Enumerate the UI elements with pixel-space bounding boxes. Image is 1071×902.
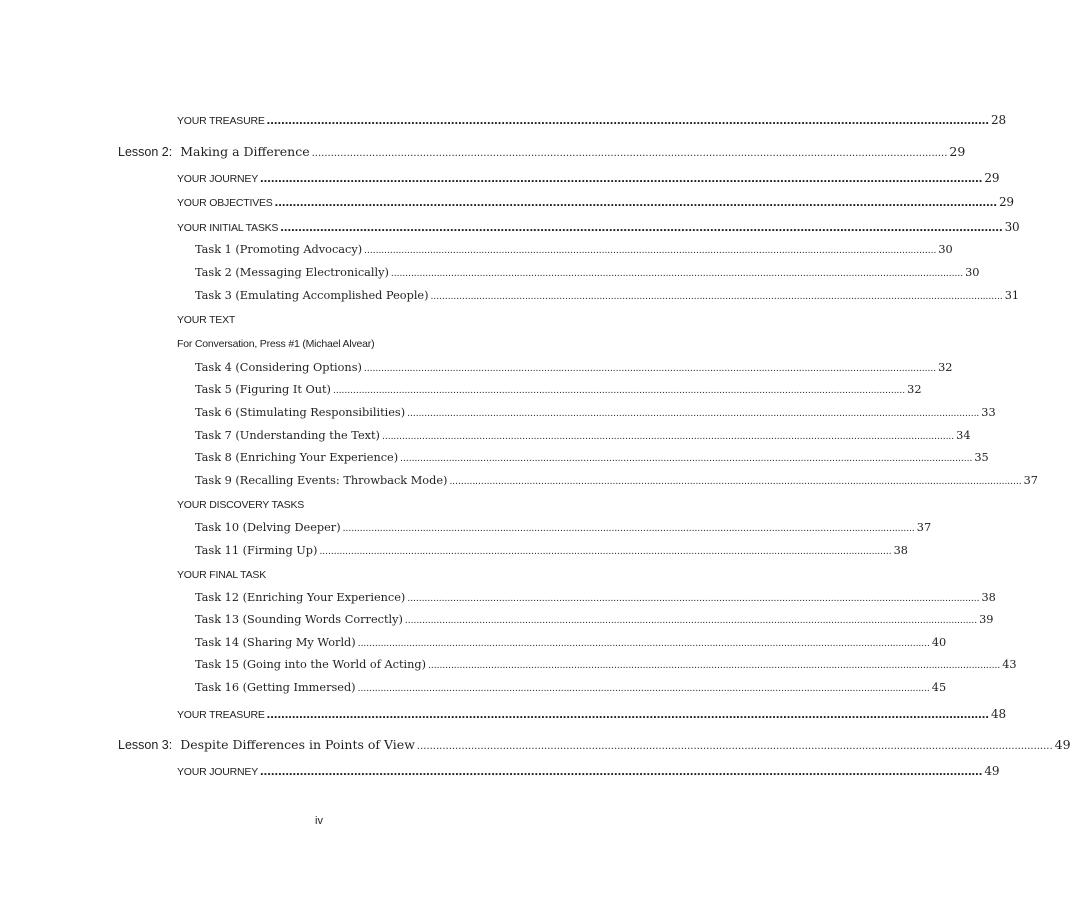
toc-entry-page: 49	[1054, 737, 1071, 752]
dot-leader: ........................................................................................................................................................................................................	[266, 706, 990, 721]
toc-entry-label: Task 11 (Firming Up)	[195, 544, 318, 557]
toc-entry-label: YOUR TREASURE	[177, 709, 265, 721]
toc-entry-page: 32	[938, 361, 953, 374]
dot-leader: ........................................................................................................................................................................................................	[357, 684, 930, 694]
toc-task-entry	[195, 266, 980, 279]
toc-task-entry	[195, 681, 947, 694]
toc-entry-page: 43	[1002, 658, 1017, 671]
toc-entry-label: Task 14 (Sharing My World)	[195, 636, 356, 649]
dot-leader: ........................................................................................................................................................................................................	[390, 269, 964, 279]
toc-entry-page: 32	[907, 383, 922, 396]
dot-leader: ........................................................................................................................................................................................................	[357, 639, 930, 649]
toc-section-entry	[177, 706, 1006, 721]
toc-entry-page: 39	[979, 613, 994, 626]
dot-leader: ........................................................................................................................................................................................................	[274, 194, 997, 209]
dot-leader: ........................................................................................................................................................................................................	[416, 741, 1053, 752]
dot-leader: ........................................................................................................................................................................................................	[332, 386, 906, 396]
toc-entry-label: YOUR JOURNEY	[177, 766, 259, 778]
toc-entry-page: 34	[956, 429, 971, 442]
dot-leader: ........................................................................................................................................................................................................	[430, 292, 1003, 302]
toc-section-entry	[177, 112, 1006, 127]
toc-entry-page: 37	[916, 521, 932, 534]
toc-entry-label: Task 1 (Promoting Advocacy)	[195, 243, 363, 256]
toc-entry-label: Task 4 (Considering Options)	[195, 361, 362, 374]
dot-leader: ........................................................................................................................................................................................................	[449, 477, 1022, 487]
toc-task-entry	[195, 429, 971, 442]
toc-entry-page: 30	[965, 266, 980, 279]
toc-entry-page: 37	[1023, 474, 1038, 487]
toc-heading-final-task: YOUR FINAL TASK	[177, 569, 266, 581]
toc-entry-label: Task 10 (Delving Deeper)	[195, 521, 341, 534]
toc-entry-label: Task 2 (Messaging Electronically)	[195, 266, 389, 279]
toc-section-entry	[177, 763, 1000, 778]
toc-entry-page: 38	[981, 591, 996, 604]
toc-heading-discovery-tasks: YOUR DISCOVERY TASKS	[177, 499, 305, 511]
toc-entry-label: Task 13 (Sounding Words Correctly)	[195, 613, 403, 626]
toc-section-entry	[177, 194, 1014, 209]
toc-entry-label: YOUR INITIAL TASKS	[177, 222, 279, 234]
toc-entry-label: Task 16 (Getting Immersed)	[195, 681, 356, 694]
toc-entry-label: Despite Differences in Points of View	[180, 737, 415, 752]
toc-task-entry	[195, 658, 1017, 671]
toc-task-entry	[195, 474, 1038, 487]
toc-section-entry	[177, 170, 1000, 185]
toc-entry-label: Task 9 (Recalling Events: Throwback Mode)	[195, 474, 448, 487]
toc-entry-label: Task 15 (Going into the World of Acting)	[195, 658, 427, 671]
toc-task-entry	[195, 289, 1020, 302]
toc-text-title: For Conversation, Press #1 (Michael Alvear)	[177, 338, 375, 350]
dot-leader: ........................................................................................................................................................................................................	[428, 661, 1001, 671]
toc-section-entry	[177, 219, 1020, 234]
toc-entry-label: Making a Difference	[180, 144, 310, 159]
toc-entry-page: 48	[991, 707, 1006, 721]
toc-task-entry	[195, 591, 996, 604]
dot-leader: ........................................................................................................................................................................................................	[319, 547, 892, 557]
toc-entry-label: Task 5 (Figuring It Out)	[195, 383, 331, 396]
toc-entry-page: 30	[938, 243, 953, 256]
toc-entry-label: Task 6 (Stimulating Responsibilities)	[195, 406, 406, 419]
toc-entry-label: Task 3 (Emulating Accomplished People)	[195, 289, 429, 302]
toc-task-entry	[195, 383, 922, 396]
dot-leader: ........................................................................................................................................................................................................	[280, 219, 1003, 234]
toc-task-entry	[195, 243, 953, 256]
dot-leader: ........................................................................................................................................................................................................	[404, 616, 978, 626]
toc-lesson-entry	[118, 737, 1071, 752]
toc-task-entry	[195, 451, 989, 464]
toc-entry-page: 29	[998, 195, 1014, 209]
toc-entry-page: 28	[991, 113, 1006, 127]
toc-task-entry	[195, 544, 908, 557]
toc-entry-page: 30	[1004, 220, 1020, 234]
toc-entry-page: 45	[931, 681, 947, 694]
toc-entry-page: 33	[981, 406, 996, 419]
dot-leader: ........................................................................................................................................................................................................	[266, 112, 990, 127]
toc-task-entry	[195, 636, 947, 649]
toc-entry-label: YOUR JOURNEY	[177, 173, 259, 185]
dot-leader: ........................................................................................................................................................................................................	[363, 364, 937, 374]
toc-entry-page: 29	[984, 171, 1000, 185]
dot-leader: ........................................................................................................................................................................................................	[260, 763, 983, 778]
dot-leader: ........................................................................................................................................................................................................	[407, 594, 980, 604]
toc-entry-page: 38	[893, 544, 908, 557]
toc-entry-label: Task 8 (Enriching Your Experience)	[195, 451, 399, 464]
toc-entry-page: 31	[1004, 289, 1020, 302]
dot-leader: ........................................................................................................................................................................................................	[364, 246, 937, 256]
lesson-number: Lesson 3:	[118, 738, 173, 752]
toc-entry-page: 29	[949, 144, 966, 159]
toc-entry-label: Task 12 (Enriching Your Experience)	[195, 591, 406, 604]
toc-entry-page: 49	[984, 764, 1000, 778]
toc-entry-label: YOUR TREASURE	[177, 115, 265, 127]
toc-task-entry	[195, 406, 996, 419]
toc-entry-label: YOUR OBJECTIVES	[177, 197, 273, 209]
toc-entry-label: Task 7 (Understanding the Text)	[195, 429, 380, 442]
toc-entry-page: 40	[931, 636, 947, 649]
lesson-number: Lesson 2:	[118, 145, 173, 159]
dot-leader: ........................................................................................................................................................................................................	[342, 524, 915, 534]
toc-lesson-entry	[118, 144, 966, 159]
dot-leader: ........................................................................................................................................................................................................	[381, 432, 955, 442]
dot-leader: ........................................................................................................................................................................................................	[400, 454, 973, 464]
toc-entry-page: 35	[974, 451, 989, 464]
toc-task-entry	[195, 521, 932, 534]
dot-leader: ........................................................................................................................................................................................................	[407, 409, 980, 419]
page-number: iv	[315, 815, 323, 827]
toc-heading-your-text: YOUR TEXT	[177, 314, 236, 326]
dot-leader: ........................................................................................................................................................................................................	[260, 170, 983, 185]
toc-task-entry	[195, 613, 994, 626]
dot-leader: ........................................................................................................................................................................................................	[311, 148, 948, 159]
toc-task-entry	[195, 361, 953, 374]
